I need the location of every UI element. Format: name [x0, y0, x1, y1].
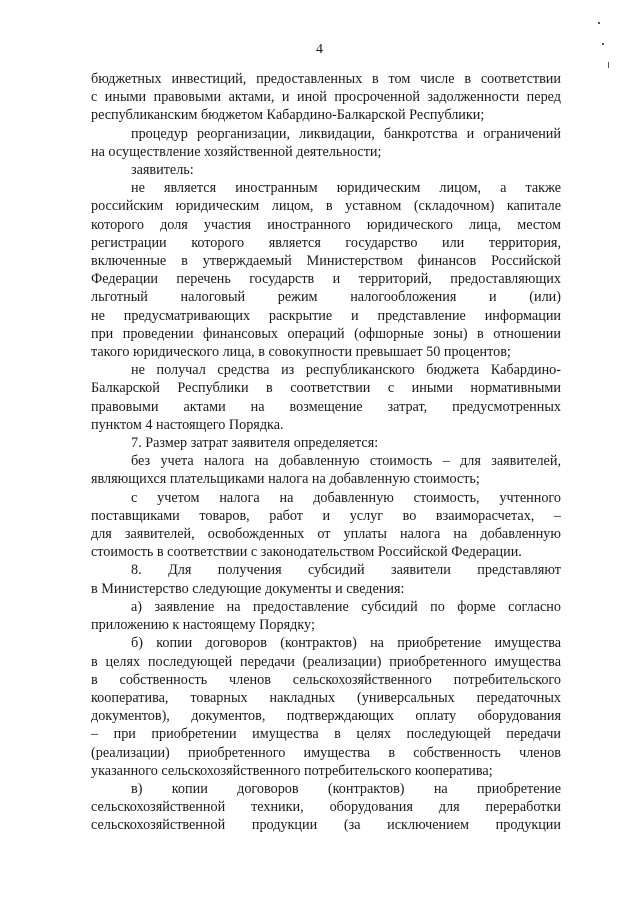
body-line: сельскохозяйственной продукции (за исключением продукции — [91, 817, 561, 834]
body-line: бюджетных инвестиций, предоставленных в том числе в соответствии — [91, 71, 561, 87]
body-line: для заявителей, освобожденных от уплаты налога на добавленную — [91, 526, 561, 543]
body-line: приложению к настоящему Порядку; — [91, 617, 315, 634]
body-line: Балкарской Республики в соответствии с иными нормативными — [91, 380, 561, 397]
body-line: документов), документов, подтверждающих оплату оборудования — [91, 708, 561, 725]
body-line: заявитель: — [131, 162, 194, 179]
body-line: являющихся плательщиками налога на добавленную стоимость; — [91, 471, 480, 488]
page-number: 4 — [316, 42, 323, 57]
scan-speck — [608, 62, 609, 68]
body-line: стоимость в соответствии с законодательством Российской Федерации. — [91, 544, 522, 561]
body-line: пунктом 4 настоящего Порядка. — [91, 416, 284, 433]
body-line: правовыми актами на возмещение затрат, предусмотренных — [91, 398, 561, 415]
body-line: кооператива, товарных накладных (универсальных передаточных — [91, 689, 561, 706]
body-line: поставщиками товаров, работ и услуг во взаиморасчетах, – — [91, 507, 561, 524]
body-line: в целях последующей передачи (реализации) приобретенного имущества — [91, 653, 561, 670]
body-line: в) копии договоров (контрактов) на приобретение — [131, 780, 561, 797]
body-line: – при приобретении имущества в целях последующей передачи — [91, 726, 561, 743]
body-line: включенные в утверждаемый Министерством финансов Российской — [91, 253, 561, 270]
body-line: в Министерство следующие документы и сведения: — [91, 580, 405, 597]
body-line: сельскохозяйственной техники, оборудования для переработки — [91, 799, 561, 816]
body-line: в собственность членов сельскохозяйственного потребительского — [91, 671, 561, 688]
body-line: Федерации перечень государств и территорий, предоставляющих — [91, 271, 561, 288]
body-line: на осуществление хозяйственной деятельности; — [91, 143, 382, 160]
scan-speck — [602, 43, 604, 45]
body-line: без учета налога на добавленную стоимость – для заявителей, — [131, 453, 561, 470]
body-line: 7. Размер затрат заявителя определяется: — [131, 435, 379, 452]
body-line: б) копии договоров (контрактов) на приобретение имущества — [131, 635, 561, 652]
body-line: при проведении финансовых операций (офшорные зоны) в отношении — [91, 325, 561, 342]
body-line: не является иностранным юридическим лицом, а также — [131, 180, 561, 197]
document-body — [91, 70, 561, 835]
body-line: такого юридического лица, в совокупности превышает 50 процентов; — [91, 344, 511, 361]
body-line: (реализации) приобретенного имущества в собственность членов — [91, 744, 561, 761]
body-line: льготный налоговый режим налогообложения и (или) — [91, 289, 561, 306]
body-line: республиканским бюджетом Кабардино-Балкарской Республики; — [91, 107, 485, 124]
body-line: не получал средства из республиканского бюджета Кабардино- — [131, 362, 561, 379]
body-line: указанного сельскохозяйственного потребительского кооператива; — [91, 762, 493, 779]
body-line: с учетом налога на добавленную стоимость, учтенного — [131, 489, 561, 506]
body-line: которого доля участия иностранного юридического лица, местом — [91, 216, 561, 233]
body-line: регистрации которого является государство или территория, — [91, 234, 561, 251]
body-line: российским юридическим лицом, в уставном (складочном) капитале — [91, 198, 561, 215]
body-line: 8. Для получения субсидий заявители представляют — [131, 562, 561, 579]
body-line: а) заявление на предоставление субсидий по форме согласно — [131, 598, 561, 615]
body-line: не предусматривающих раскрытие и представление информации — [91, 307, 561, 324]
scan-speck — [598, 22, 600, 24]
body-line: с иными правовыми актами, и иной просроченной задолженности перед — [91, 89, 561, 106]
body-line: процедур реорганизации, ликвидации, банкротства и ограничений — [131, 125, 561, 142]
